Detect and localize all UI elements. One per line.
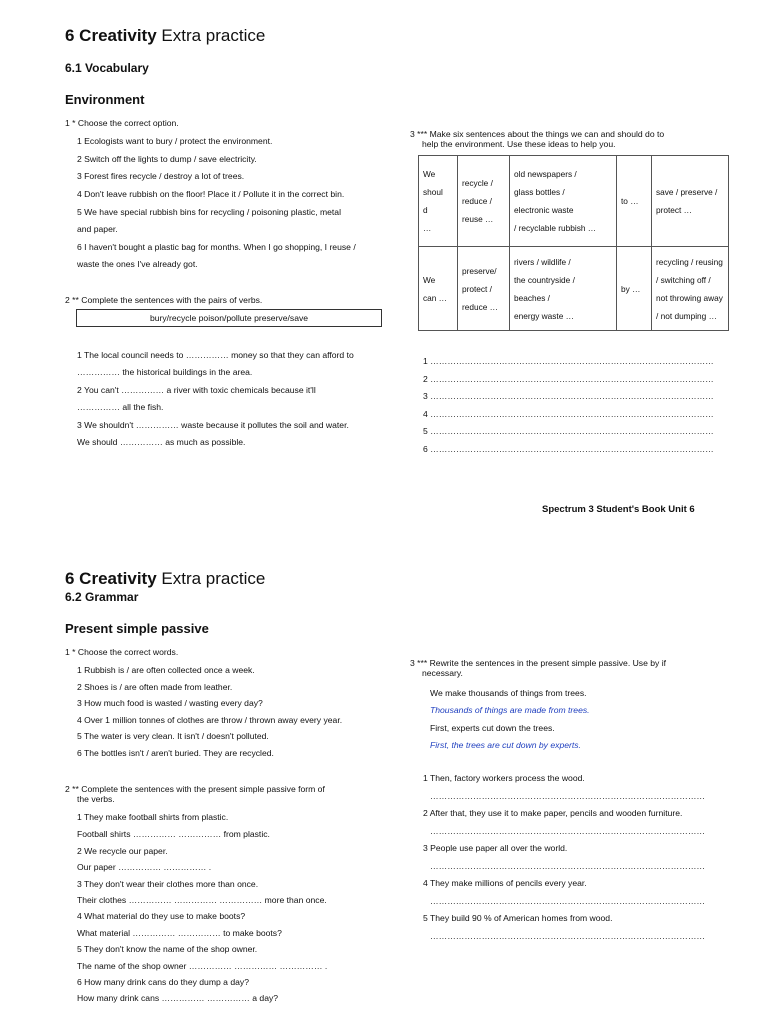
answer-line[interactable]: …………………………………………………………………………………… <box>430 791 705 801</box>
table-cell: save / preserve / protect … <box>652 156 729 247</box>
list-item: waste the ones I've already got. <box>77 259 198 269</box>
list-item: How many drink cans …………… …………… a day? <box>77 993 279 1003</box>
table-cell: recycling / reusing / switching off / not throwing away / not dumping … <box>652 247 729 331</box>
list-item: 6 How many drink cans do they dump a day? <box>77 977 249 987</box>
list-item: We should …………… as much as possible. <box>77 437 246 447</box>
list-item: The name of the shop owner …………… …………… …………… . <box>77 961 328 971</box>
example-answer: Thousands of things are made from trees. <box>430 705 590 715</box>
answer-line[interactable]: 1 ……………………………………………………………………………………… <box>423 356 714 366</box>
answer-line[interactable]: 3 ……………………………………………………………………………………… <box>423 391 714 401</box>
exercise-3-instruction: 3 *** Make six sentences about the things we can and should do to <box>410 129 665 139</box>
exercise-3-instruction-cont: help the environment. Use these ideas to help you. <box>422 139 616 149</box>
answer-line[interactable]: 4 ……………………………………………………………………………………… <box>423 409 714 419</box>
list-item: 1 Ecologists want to bury / protect the environment. <box>77 136 273 146</box>
list-item: 3 They don't wear their clothes more than once. <box>77 879 259 889</box>
section-heading: 6.2 Grammar <box>65 590 139 604</box>
list-item: 5 They build 90 % of American homes from wood. <box>423 913 613 923</box>
exercise-2-instruction-cont: the verbs. <box>77 794 115 804</box>
table-cell: old newspapers / glass bottles / electronic waste / recyclable rubbish … <box>510 156 617 247</box>
list-item: 1 The local council needs to …………… money so that they can afford to <box>77 350 354 360</box>
list-item: 4 Don't leave rubbish on the floor! Place it / Pollute it in the correct bin. <box>77 189 345 199</box>
list-item: What material …………… …………… to make boots? <box>77 928 282 938</box>
example-answer: First, the trees are cut down by experts. <box>430 740 581 750</box>
table-cell: to … <box>617 156 652 247</box>
list-item: 3 How much food is wasted / wasting every day? <box>77 698 263 708</box>
table-row <box>419 156 729 247</box>
subheading: Environment <box>65 92 145 107</box>
list-item: 4 What material do they use to make boots? <box>77 911 246 921</box>
page-title: 6 Creativity Extra practice <box>65 569 266 588</box>
list-item: 2 Switch off the lights to dump / save electricity. <box>77 154 257 164</box>
answer-line[interactable]: 6 ……………………………………………………………………………………… <box>423 444 714 454</box>
list-item: and paper. <box>77 224 118 234</box>
table-cell: recycle / reduce / reuse … <box>458 156 510 247</box>
answer-line[interactable]: …………………………………………………………………………………… <box>430 931 705 941</box>
list-item: Football shirts …………… …………… from plastic. <box>77 829 270 839</box>
answer-line[interactable]: 5 ……………………………………………………………………………………… <box>423 426 714 436</box>
list-item: 2 After that, they use it to make paper, pencils and wooden furniture. <box>423 808 683 818</box>
exercise-2-instruction: 2 ** Complete the sentences with the present simple passive form of <box>65 784 325 794</box>
list-item: 1 Then, factory workers process the wood. <box>423 773 585 783</box>
answer-line[interactable]: …………………………………………………………………………………… <box>430 861 705 871</box>
list-item: 2 Shoes is / are often made from leather. <box>77 682 233 692</box>
exercise-3-instruction: 3 *** Rewrite the sentences in the present simple passive. Use by if <box>410 658 667 668</box>
list-item: 2 We recycle our paper. <box>77 846 168 856</box>
exercise-1-instruction: 1 * Choose the correct option. <box>65 118 179 128</box>
list-item: 1 They make football shirts from plastic. <box>77 812 229 822</box>
table-row <box>419 247 729 331</box>
table-cell: rivers / wildlife / the countryside / beaches / energy waste … <box>510 247 617 331</box>
list-item: …………… all the fish. <box>77 402 164 412</box>
exercise-1-instruction: 1 * Choose the correct words. <box>65 647 179 657</box>
list-item: …………… the historical buildings in the area. <box>77 367 253 377</box>
exercise-3-instruction-cont: necessary. <box>422 668 463 678</box>
list-item: Their clothes …………… …………… …………… more than once. <box>77 895 327 905</box>
table-cell: by … <box>617 247 652 331</box>
list-item: Our paper …………… …………… . <box>77 862 212 872</box>
list-item: 5 The water is very clean. It isn't / doesn't polluted. <box>77 731 269 741</box>
page-title: 6 Creativity Extra practice <box>65 26 266 45</box>
list-item: 2 You can't …………… a river with toxic chemicals because it'll <box>77 385 316 395</box>
list-item: 5 We have special rubbish bins for recycling / poisoning plastic, metal <box>77 207 341 217</box>
list-item: 6 The bottles isn't / aren't buried. They are recycled. <box>77 748 274 758</box>
list-item: 3 Forest fires recycle / destroy a lot of trees. <box>77 171 245 181</box>
answer-line[interactable]: …………………………………………………………………………………… <box>430 826 705 836</box>
list-item: 5 They don't know the name of the shop owner. <box>77 944 258 954</box>
example-sentence: We make thousands of things from trees. <box>430 688 587 698</box>
list-item: 6 I haven't bought a plastic bag for months. When I go shopping, I reuse / <box>77 242 356 252</box>
section-heading: 6.1 Vocabulary <box>65 61 149 75</box>
table-cell: preserve/ protect / reduce … <box>458 247 510 331</box>
exercise-2-instruction: 2 ** Complete the sentences with the pairs of verbs. <box>65 295 263 305</box>
table-cell: We can … <box>419 247 458 331</box>
word-box: bury/recycle poison/pollute preserve/save <box>76 309 382 327</box>
list-item: 4 They make millions of pencils every year. <box>423 878 587 888</box>
answer-line[interactable]: 2 ……………………………………………………………………………………… <box>423 374 714 384</box>
subheading: Present simple passive <box>65 621 209 636</box>
list-item: 3 People use paper all over the world. <box>423 843 568 853</box>
answer-line[interactable]: …………………………………………………………………………………… <box>430 896 705 906</box>
page-footer: Spectrum 3 Student's Book Unit 6 <box>542 504 695 515</box>
table-cell: We shoul d … <box>419 156 458 247</box>
list-item: 3 We shouldn't …………… waste because it pollutes the soil and water. <box>77 420 349 430</box>
list-item: 1 Rubbish is / are often collected once a week. <box>77 665 255 675</box>
list-item: 4 Over 1 million tonnes of clothes are throw / thrown away every year. <box>77 715 343 725</box>
ideas-table <box>418 155 729 331</box>
example-sentence: First, experts cut down the trees. <box>430 723 555 733</box>
